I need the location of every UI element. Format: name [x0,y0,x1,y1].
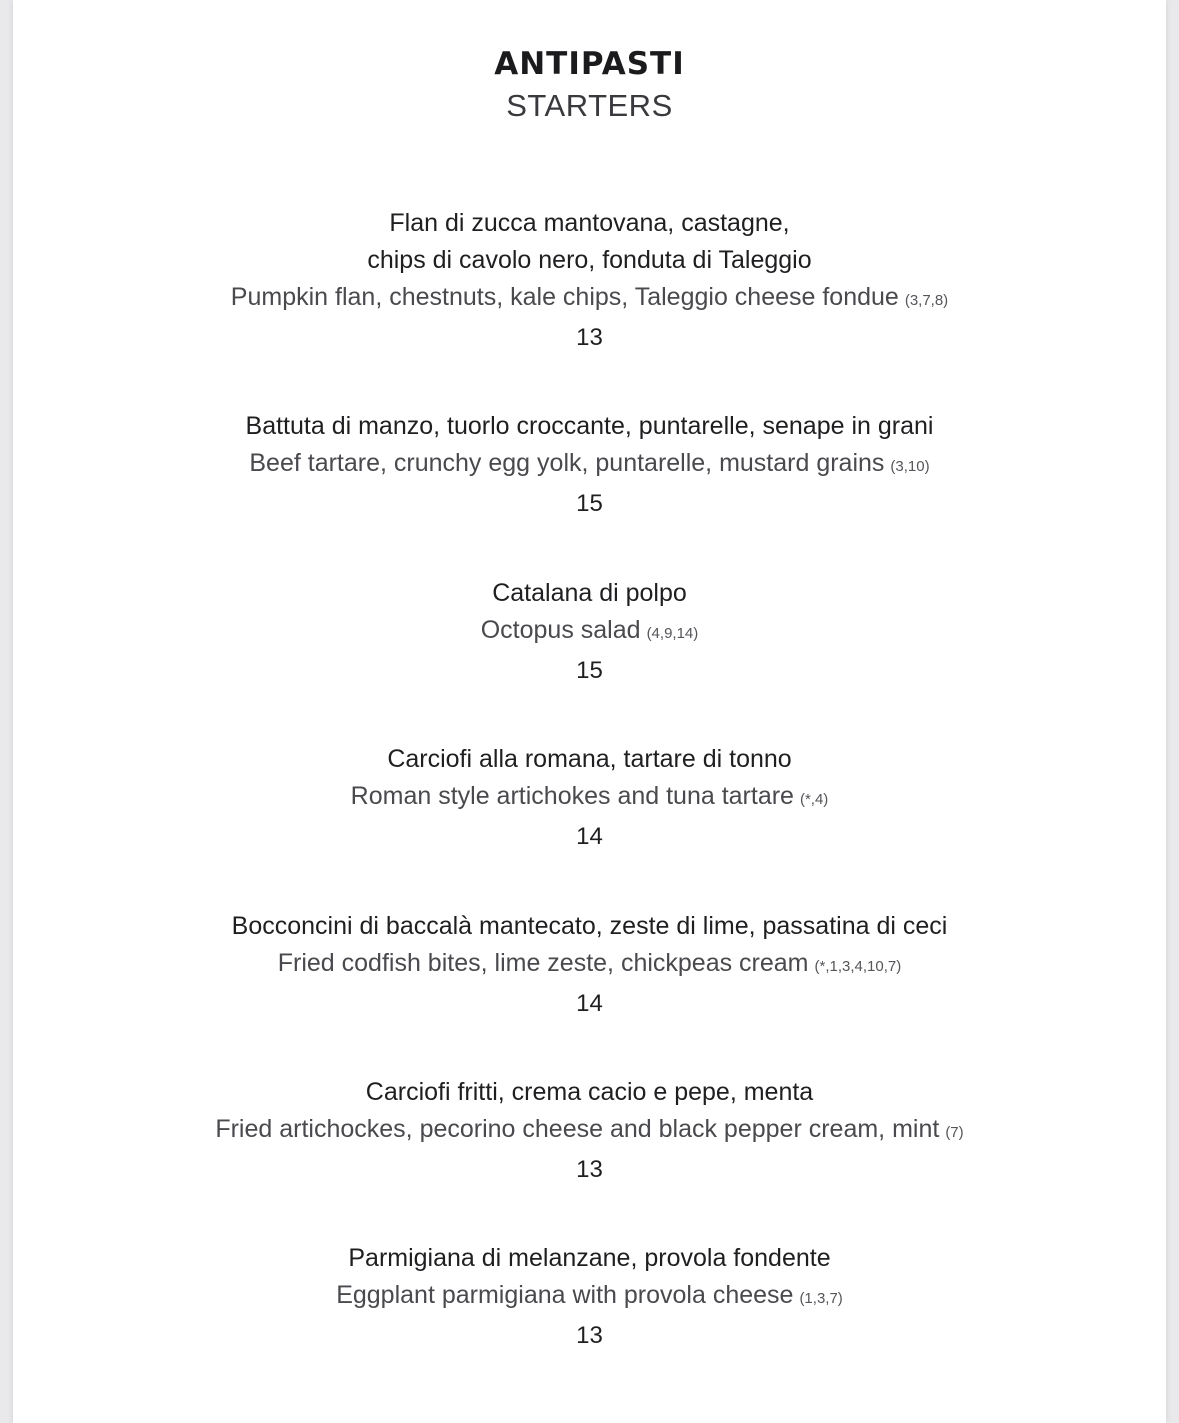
dish-description-english [13,1277,1166,1317]
dish-description-english [13,945,1166,985]
section-title-italian: ANTIPASTI [494,46,685,82]
dish-name-english: Fried codfish bites, lime zeste, chickpeas cream [277,949,809,977]
dish-name-english: Octopus salad [480,616,641,644]
dish-price: 14 [576,823,603,850]
dish-name-italian: Carciofi alla romana, tartare di tonno [387,745,792,773]
menu-item [13,205,1166,357]
allergen-codes: (3,7,8) [904,292,949,309]
allergen-codes: (7) [945,1124,964,1141]
dish-price: 14 [576,990,603,1017]
dish-name-italian: Flan di zucca mantovana, castagne, chips di cavolo nero, fonduta di Taleggio [367,209,812,274]
dish-name-italian: Bocconcini di baccalà mantecato, zeste di lime, passatina di ceci [231,912,948,940]
dish-name-italian: Parmigiana di melanzane, provola fondente [348,1244,831,1272]
menu-item [13,575,1166,690]
dish-description-english [13,612,1166,652]
menu-item [13,1074,1166,1189]
dish-name-english: Roman style artichokes and tuna tartare [350,782,794,810]
dish-price: 13 [576,324,603,351]
dish-name-italian: Battuta di manzo, tuorlo croccante, puntarelle, senape in grani [245,412,934,440]
allergen-codes: (3,10) [890,458,930,475]
dish-price: 13 [576,1156,603,1183]
dish-name-english: Fried artichockes, pecorino cheese and black pepper cream, mint [215,1115,940,1143]
dish-name-english: Pumpkin flan, chestnuts, kale chips, Taleggio cheese fondue [230,283,899,311]
dish-price: 13 [576,1322,603,1349]
dish-name-italian: Carciofi fritti, crema cacio e pepe, menta [365,1078,814,1106]
menu-item [13,908,1166,1023]
dish-name-english: Beef tartare, crunchy egg yolk, puntarelle, mustard grains [249,449,885,477]
dish-name-english: Eggplant parmigiana with provola cheese [336,1281,794,1309]
dish-description-english [13,1111,1166,1151]
allergen-codes: (*,4) [799,791,829,808]
menu-page [13,0,1166,1423]
dish-description-english [13,445,1166,485]
menu-item [13,408,1166,523]
allergen-codes: (*,1,3,4,10,7) [814,958,902,975]
menu-item [13,741,1166,856]
menu-item [13,1240,1166,1355]
dish-description-english [13,279,1166,319]
dish-price: 15 [576,490,603,517]
dish-name-italian: Catalana di polpo [492,579,687,607]
allergen-codes: (4,9,14) [646,625,699,642]
allergen-codes: (1,3,7) [799,1290,843,1307]
section-title-english: STARTERS [506,88,673,123]
dish-description-english [13,778,1166,818]
dish-price: 15 [576,657,603,684]
